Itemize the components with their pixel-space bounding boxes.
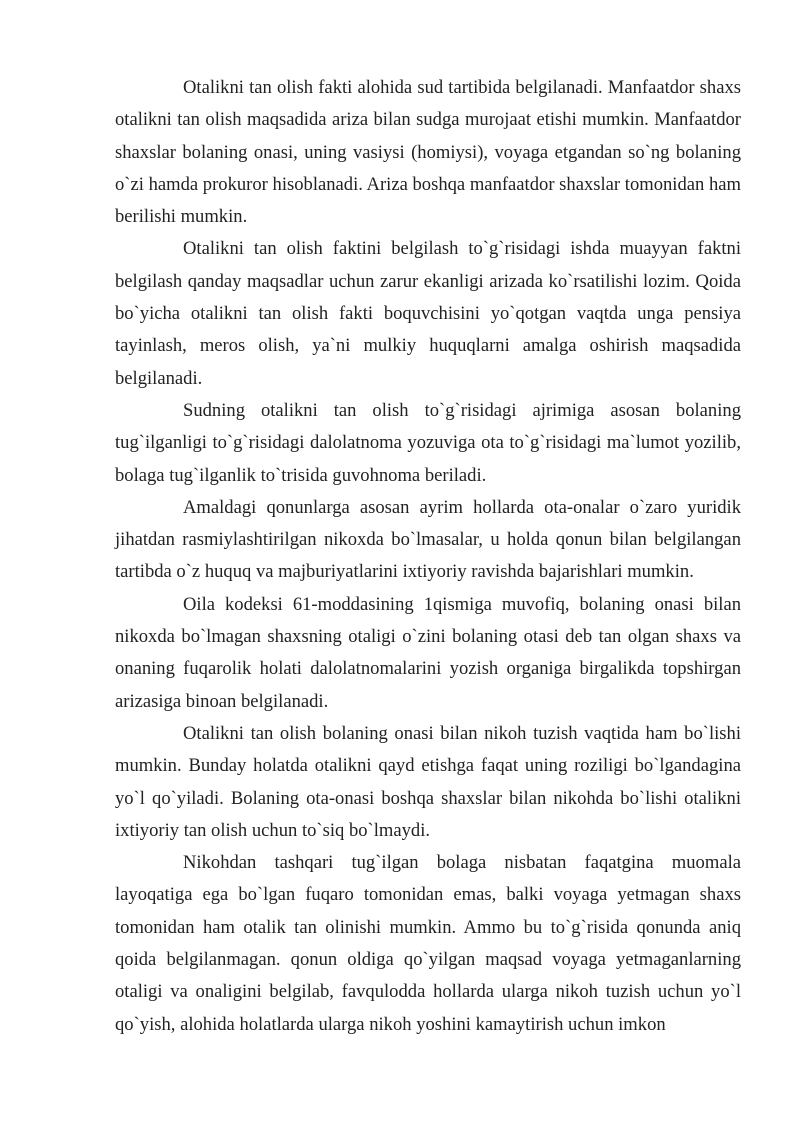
paragraph-6: Otalikni tan olish bolaning onasi bilan nikoh tuzish vaqtida ham bo`lishi mumkin. Bunday holatda otalikni qayd etishga faqat uning roziligi bo`lgandagina yo`l qo`yiladi. Bolaning ota-onasi boshqa shaxslar bilan nikohda bo`lishi otalikni ixtiyoriy tan olish uchun to`siq bo`lmaydi. [115,722,741,841]
paragraph-7: Nikohdan tashqari tug`ilgan bolaga nisbatan faqatgina muomala layoqatiga ega bo`lgan fuqaro tomonidan emas, balki voyaga yetmagan shaxs tomonidan ham otalik tan olinishi mumkin. Ammo bu to`g`risida qonunda aniq qoida belgilanmagan. qonun oldiga qo`yilgan maqsad voyaga yetmaganlarning otaligi va onaligini belgilab, favqulodda hollarda ularga nikoh tuzish uchun yo`l qo`yish, alohida holatlarda ularga nikoh yoshini kamaytirish uchun imkon [115,852,741,1035]
paragraph-5: Oila kodeksi 61-moddasining 1qismiga muvofiq, bolaning onasi bilan nikoxda bo`lmagan shaxsning otaligi o`zini bolaning otasi deb tan olgan shaxs va onaning fuqarolik holati dalolatnomalarini yozish organiga birgalikda topshirgan arizasiga binoan belgilanadi. [115,593,741,712]
paragraph-2: Otalikni tan olish faktini belgilash to`g`risidagi ishda muayyan faktni belgilash qanday maqsadlar uchun zarur ekanligi arizada ko`rsatilishi lozim. Qoida bo`yicha otalikni tan olish fakti boquvchisini yo`qotgan vaqtda unga pensiya tayinlash, meros olish, ya`ni mulkiy huquqlarni amalga oshirish maqsadida belgilanadi. [115,238,741,389]
document-page [115,72,741,1041]
paragraph-3: Sudning otalikni tan olish to`g`risidagi ajrimiga asosan bolaning tug`ilganligi to`g`risidagi dalolatnoma yozuviga ota to`g`risidagi ma`lumot yozilib, bolaga tug`ilganlik to`trisida guvohnoma beriladi. [115,399,741,486]
paragraph-1: Otalikni tan olish fakti alohida sud tartibida belgilanadi. Manfaatdor shaxs otalikni tan olish maqsadida ariza bilan sudga murojaat etishi mumkin. Manfaatdor shaxslar bolaning onasi, uning vasiysi (homiysi), voyaga etgandan so`ng bolaning o`zi hamda prokuror hisoblanadi. Ariza boshqa manfaatdor shaxslar tomonidan ham berilishi mumkin. [115,77,741,228]
paragraph-4: Amaldagi qonunlarga asosan ayrim hollarda ota-onalar o`zaro yuridik jihatdan rasmiylashtirilgan nikoxda bo`lmasalar, u holda qonun bilan belgilangan tartibda o`z huquq va majburiyatlarini ixtiyoriy ravishda bajarishlari mumkin. [115,496,741,583]
